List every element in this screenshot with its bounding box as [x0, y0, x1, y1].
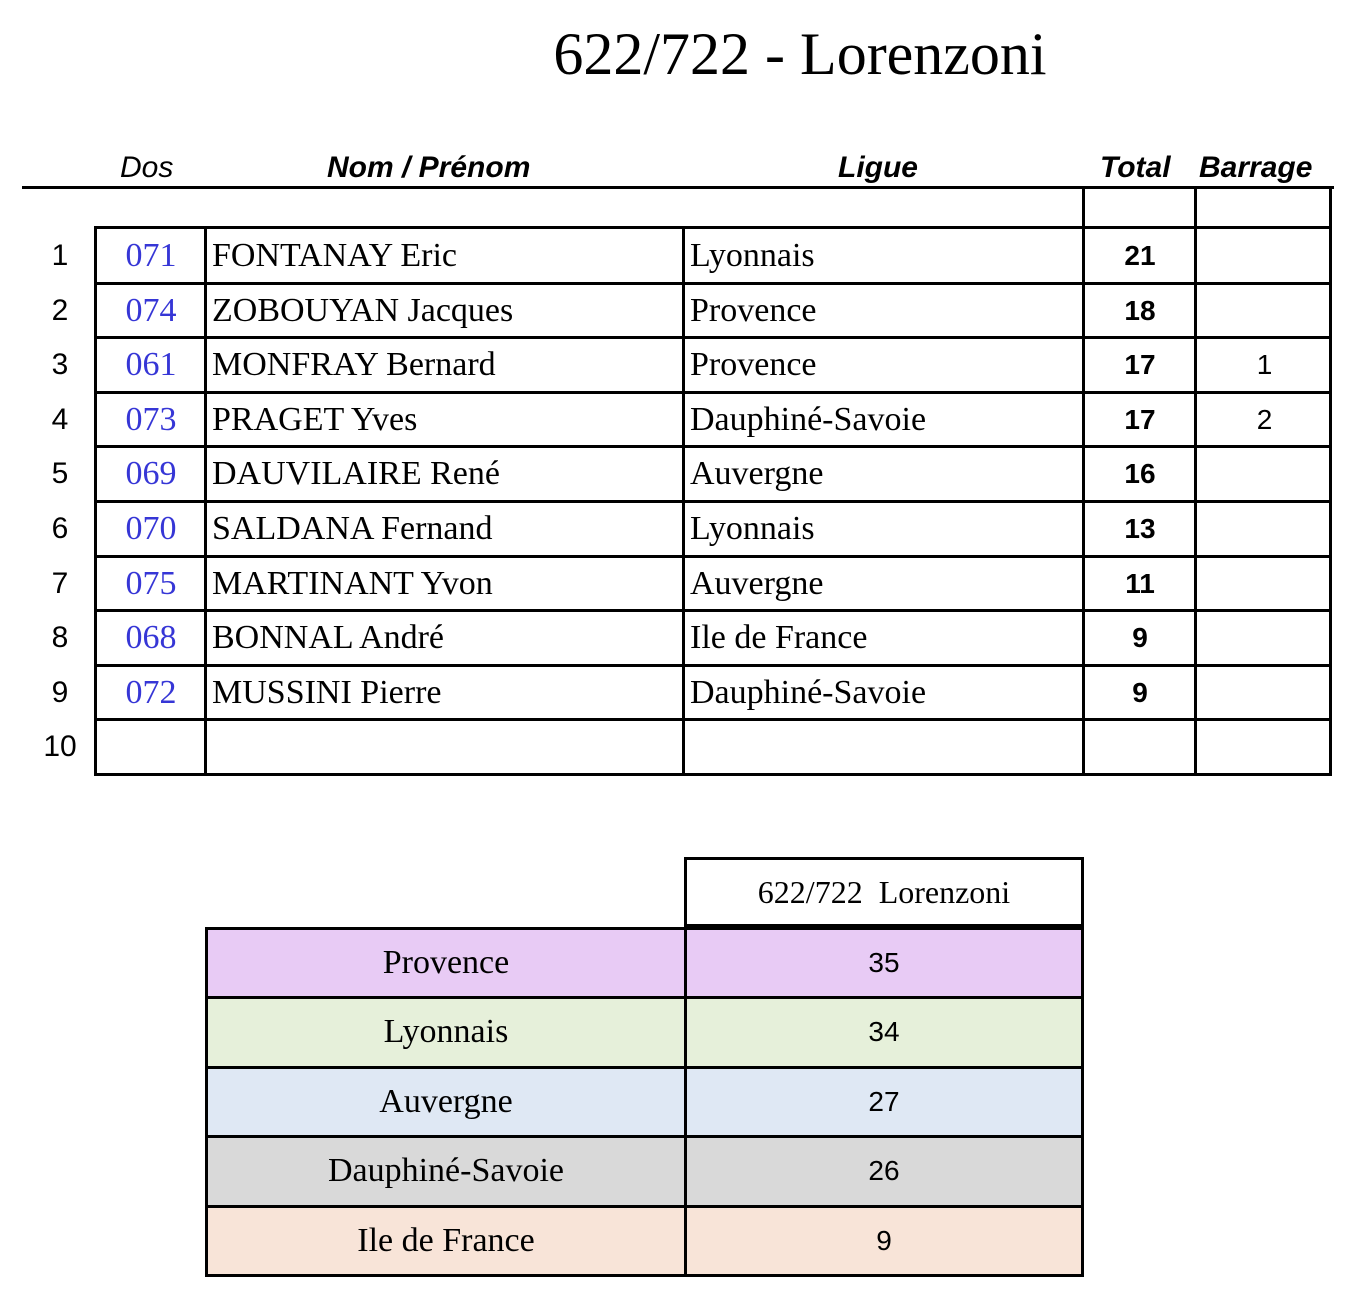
- row-name: PRAGET Yves: [212, 400, 418, 438]
- row-total: 18: [1124, 294, 1156, 326]
- summary-row: [205, 927, 1084, 999]
- row-dos: 071: [125, 237, 177, 274]
- row-dos: 073: [125, 400, 177, 438]
- row-barrage: 1: [1256, 349, 1273, 381]
- row-ligue: Auvergne: [690, 564, 824, 602]
- summary-row: [205, 999, 1084, 1068]
- row-total: 9: [1132, 676, 1148, 708]
- row-rank: 2: [51, 293, 69, 327]
- row-ligue: Dauphiné-Savoie: [690, 400, 927, 438]
- header-barrage: Barrage: [1199, 151, 1313, 184]
- row-ligue: Dauphiné-Savoie: [690, 673, 927, 711]
- summary-value: 26: [868, 1155, 900, 1187]
- row-dos: 074: [125, 291, 177, 329]
- header-nom: Nom / Prénom: [327, 151, 531, 184]
- row-rank: 7: [51, 566, 69, 600]
- summary-ligue: Lyonnais: [208, 999, 687, 1065]
- summary-row: [205, 1138, 1084, 1207]
- header-total: Total: [1100, 151, 1171, 184]
- row-barrage: 2: [1256, 403, 1273, 435]
- header-ligue: Ligue: [838, 151, 918, 184]
- row-name: ZOBOUYAN Jacques: [212, 291, 514, 329]
- summary-row: [205, 1208, 1084, 1277]
- row-ligue: Ile de France: [690, 619, 868, 657]
- summary-header: 622/722 Lorenzoni: [684, 857, 1084, 927]
- row-rank: 1: [51, 239, 69, 272]
- row-divider: [94, 718, 1332, 721]
- row-name: MUSSINI Pierre: [212, 673, 442, 711]
- row-total: 16: [1124, 458, 1156, 490]
- row-name: SALDANA Fernand: [212, 510, 493, 547]
- row-dos: 061: [125, 346, 177, 384]
- row-ligue: Lyonnais: [690, 510, 815, 547]
- row-name: MONFRAY Bernard: [212, 346, 496, 384]
- summary-value: 9: [876, 1224, 892, 1256]
- row-total: 17: [1124, 403, 1156, 435]
- row-rank: 3: [51, 348, 69, 382]
- summary-ligue: Auvergne: [208, 1069, 687, 1135]
- row-name: DAUVILAIRE René: [212, 455, 500, 493]
- row-ligue: Provence: [690, 346, 817, 384]
- summary-value: 27: [868, 1085, 900, 1117]
- row-rank: 6: [51, 512, 69, 545]
- row-total: 11: [1125, 567, 1155, 599]
- header-dos: Dos: [120, 151, 174, 184]
- page-title: 622/722 - Lorenzoni: [553, 21, 1047, 87]
- row-dos: 069: [125, 455, 177, 493]
- row-rank: 9: [51, 675, 69, 709]
- summary-value: 35: [868, 947, 900, 978]
- row-name: FONTANAY Eric: [212, 237, 458, 274]
- summary-row: [205, 1069, 1084, 1138]
- row-dos: 070: [125, 510, 177, 547]
- row-name: MARTINANT Yvon: [212, 564, 493, 602]
- row-total: 9: [1132, 622, 1148, 654]
- row-divider: [94, 773, 1332, 776]
- row-rank: 10: [43, 730, 77, 764]
- summary-ligue: Ile de France: [208, 1208, 687, 1274]
- summary-ligue: Provence: [208, 930, 687, 996]
- summary-value: 34: [868, 1016, 900, 1048]
- row-total: 13: [1124, 513, 1156, 544]
- row-total: 21: [1124, 240, 1156, 271]
- row-dos: 075: [125, 564, 177, 602]
- row-rank: 5: [51, 457, 69, 491]
- row-ligue: Provence: [690, 291, 817, 329]
- row-dos: 068: [125, 619, 177, 657]
- row-total: 17: [1124, 349, 1156, 381]
- grid-line: [1329, 188, 1332, 775]
- row-rank: 4: [51, 402, 69, 436]
- row-dos: 072: [125, 673, 177, 711]
- row-rank: 8: [51, 621, 69, 655]
- row-ligue: Lyonnais: [690, 237, 815, 274]
- row-ligue: Auvergne: [690, 455, 824, 493]
- summary-ligue: Dauphiné-Savoie: [208, 1138, 687, 1204]
- row-name: BONNAL André: [212, 619, 444, 657]
